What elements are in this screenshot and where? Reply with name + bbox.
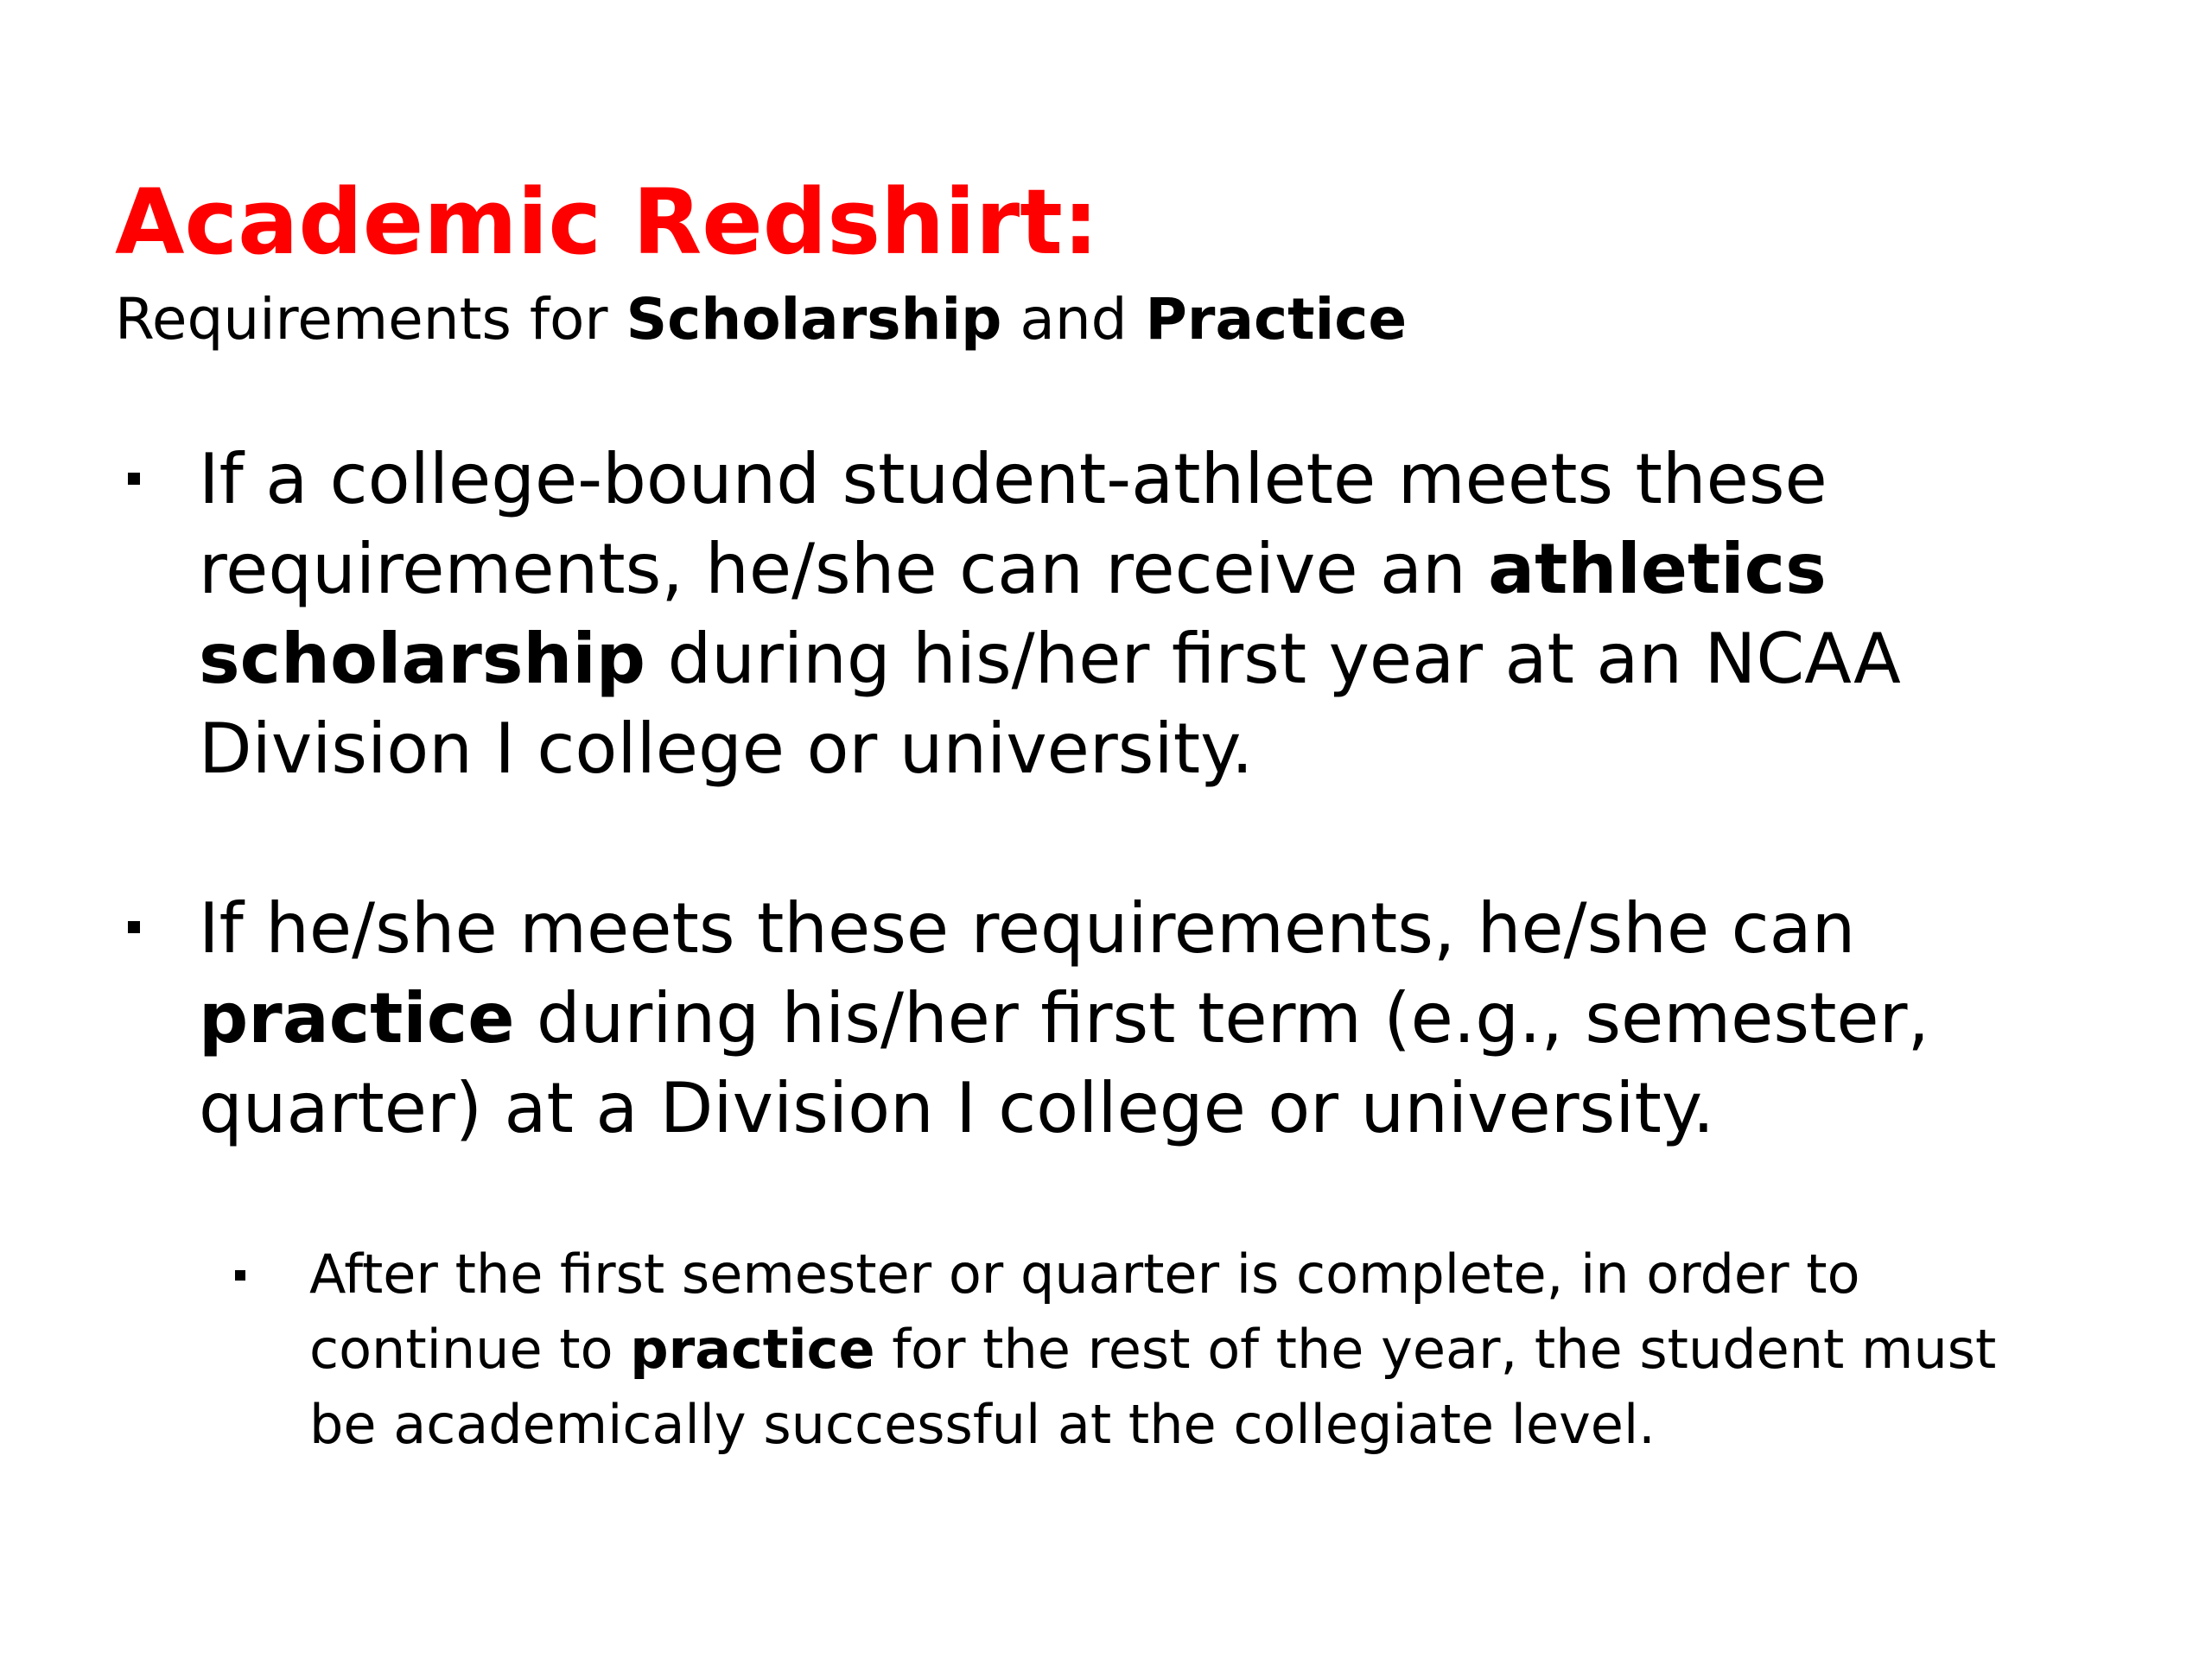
sub-bullet-marker: [235, 1270, 245, 1281]
subtitle-prefix: Requirements for: [115, 286, 626, 353]
bullet-1-line-1: If a college-bound student-athlete meets these: [199, 439, 1827, 519]
sub-bullet-item: [309, 1236, 1996, 1462]
bullet-item-1: [199, 435, 1901, 794]
bullet-2-line-3: quarter) at a Division I college or university.: [199, 1068, 1715, 1148]
sub-bullet-line-2: continue to practice for the rest of the year, the student must: [309, 1318, 1997, 1381]
bullet-item-2: [199, 884, 1929, 1154]
bullet-1-line-3: scholarship during his/her first year at an NCAA: [199, 619, 1901, 699]
bullet-marker-1: [128, 473, 140, 485]
subtitle-practice: Practice: [1145, 286, 1408, 353]
subtitle-scholarship: Scholarship: [626, 286, 1002, 353]
bullet-1-line-4: Division I college or university.: [199, 709, 1254, 789]
slide-subtitle: [115, 285, 1407, 353]
bullet-1-line-2: requirements, he/she can receive an athletics: [199, 529, 1827, 609]
slide-title: Academic Redshirt:: [115, 169, 1099, 275]
sub-bullet-line-3: be academically successful at the collegiate level.: [309, 1393, 1656, 1456]
bullet-marker-2: [128, 921, 140, 933]
bullet-2-line-2: practice during his/her first term (e.g., semester,: [199, 978, 1929, 1058]
bullet-2-line-1: If he/she meets these requirements, he/she can: [199, 888, 1856, 969]
sub-bullet-line-1: After the first semester or quarter is complete, in order to: [309, 1243, 1860, 1306]
subtitle-middle: and: [1001, 286, 1146, 353]
